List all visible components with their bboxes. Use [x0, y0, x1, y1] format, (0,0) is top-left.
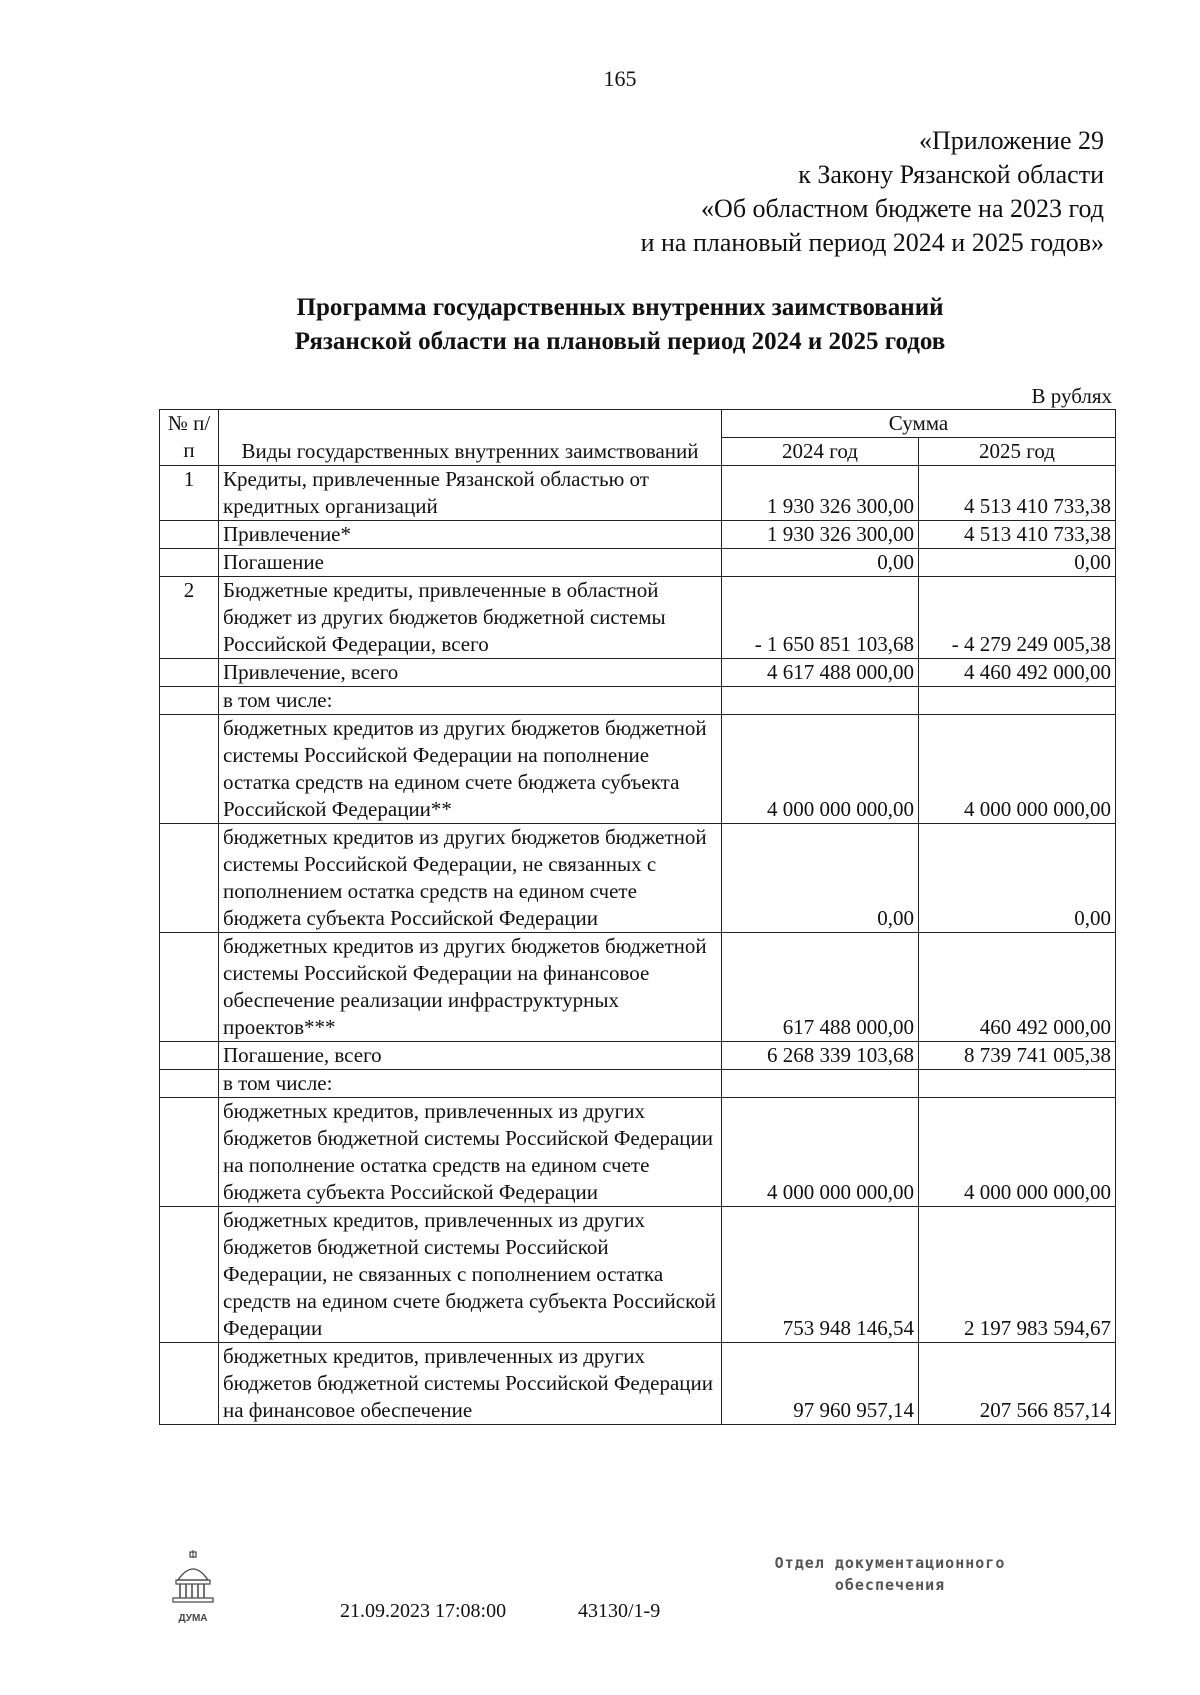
row-number [160, 1070, 219, 1098]
row-value-2025: 207 566 857,14 [919, 1343, 1116, 1425]
table-row [160, 933, 1116, 1042]
title-line: Рязанской области на плановый период 2024 и 2025 годов [294, 328, 946, 355]
header-num: № п/п [160, 410, 219, 466]
row-number [160, 659, 219, 687]
table-row [160, 1207, 1116, 1343]
row-value-2025 [919, 1070, 1116, 1098]
row-value-2025: 2 197 983 594,67 [919, 1207, 1116, 1343]
row-number [160, 715, 219, 824]
table-row [160, 1098, 1116, 1207]
row-name: Погашение, всего [219, 1042, 722, 1070]
row-number [160, 824, 219, 933]
appendix-line: «Приложение 29 [918, 126, 1104, 155]
row-value-2025 [919, 687, 1116, 715]
row-name: Кредиты, привлеченные Рязанской областью от кредитных организаций [219, 466, 722, 521]
row-value-2024: 617 488 000,00 [722, 933, 919, 1042]
row-value-2025: 460 492 000,00 [919, 933, 1116, 1042]
header-sum: Сумма [722, 410, 1116, 438]
row-value-2024 [722, 1070, 919, 1098]
row-value-2024: 753 948 146,54 [722, 1207, 919, 1343]
footer-document-code: 43130/1-9 [578, 1600, 661, 1622]
duma-emblem-icon [170, 1550, 216, 1614]
logo-text: ДУМА [178, 1613, 208, 1624]
row-value-2025: - 4 279 249 005,38 [919, 577, 1116, 659]
row-value-2025: 0,00 [919, 549, 1116, 577]
title-line: Программа государственных внутренних заимствований [296, 294, 944, 321]
row-name: бюджетных кредитов из других бюджетов бюджетной системы Российской Федерации, не связанных с пополнением остатка средств на едином счете бюджета субъекта Российской Федерации [219, 824, 722, 933]
stamp-line: обеспечения [834, 1576, 946, 1594]
row-name: Привлечение* [219, 521, 722, 549]
row-number [160, 1207, 219, 1343]
row-number [160, 1098, 219, 1207]
row-name: бюджетных кредитов, привлеченных из других бюджетов бюджетной системы Российской Федерации, не связанных с пополнением остатка средств на едином счете бюджета субъекта Российской Федерации [219, 1207, 722, 1343]
row-value-2024: 4 617 488 000,00 [722, 659, 919, 687]
row-name: Бюджетные кредиты, привлеченные в областной бюджет из других бюджетов бюджетной системы Российской Федерации, всего [219, 577, 722, 659]
row-value-2025: 4 460 492 000,00 [919, 659, 1116, 687]
table-row [160, 521, 1116, 549]
row-value-2024: 0,00 [722, 549, 919, 577]
table-row [160, 1042, 1116, 1070]
row-number [160, 549, 219, 577]
row-value-2024: 4 000 000 000,00 [722, 715, 919, 824]
row-name: Привлечение, всего [219, 659, 722, 687]
table-row [160, 1343, 1116, 1425]
table-row [160, 659, 1116, 687]
row-name: бюджетных кредитов, привлеченных из других бюджетов бюджетной системы Российской Федерации на пополнение остатка средств на едином счете бюджета субъекта Российской Федерации [219, 1098, 722, 1207]
row-number [160, 521, 219, 549]
appendix-line: и на плановый период 2024 и 2025 годов» [640, 228, 1104, 257]
footer-timestamp: 21.09.2023 17:08:00 [340, 1600, 507, 1622]
row-number: 2 [160, 577, 219, 659]
table-row [160, 577, 1116, 659]
row-value-2024 [722, 687, 919, 715]
department-stamp [740, 1552, 1040, 1596]
appendix-line: к Закону Рязанской области [798, 160, 1104, 189]
page-number: 165 [603, 66, 637, 91]
row-value-2024: 4 000 000 000,00 [722, 1098, 919, 1207]
row-value-2025: 4 000 000 000,00 [919, 715, 1116, 824]
row-value-2025: 0,00 [919, 824, 1116, 933]
row-value-2025: 4 513 410 733,38 [919, 521, 1116, 549]
row-value-2024: - 1 650 851 103,68 [722, 577, 919, 659]
header-year-2025: 2025 год [919, 438, 1116, 466]
row-value-2024: 6 268 339 103,68 [722, 1042, 919, 1070]
table-row [160, 1070, 1116, 1098]
borrowings-table [159, 409, 1116, 1425]
row-name: бюджетных кредитов из других бюджетов бюджетной системы Российской Федерации на пополнение остатка средств на едином счете бюджета субъекта Российской Федерации** [219, 715, 722, 824]
table-row [160, 715, 1116, 824]
units-label: В рублях [1031, 384, 1112, 408]
row-value-2024: 1 930 326 300,00 [722, 521, 919, 549]
table-row [160, 549, 1116, 577]
appendix-line: «Об областном бюджете на 2023 год [701, 194, 1104, 223]
row-number [160, 687, 219, 715]
row-value-2024: 97 960 957,14 [722, 1343, 919, 1425]
row-name: Погашение [219, 549, 722, 577]
row-name: бюджетных кредитов, привлеченных из других бюджетов бюджетной системы Российской Федерации на финансовое обеспечение [219, 1343, 722, 1425]
header-name: Виды государственных внутренних заимствований [219, 410, 722, 466]
row-number [160, 1042, 219, 1070]
row-number [160, 1343, 219, 1425]
row-value-2024: 0,00 [722, 824, 919, 933]
table-row [160, 687, 1116, 715]
table-row [160, 466, 1116, 521]
row-name: в том числе: [219, 1070, 722, 1098]
stamp-line: Отдел документационного [774, 1554, 1006, 1572]
row-value-2025: 4 513 410 733,38 [919, 466, 1116, 521]
header-year-2024: 2024 год [722, 438, 919, 466]
row-value-2024: 1 930 326 300,00 [722, 466, 919, 521]
row-number: 1 [160, 466, 219, 521]
row-name: в том числе: [219, 687, 722, 715]
table-row [160, 824, 1116, 933]
document-title [0, 291, 1200, 359]
row-value-2025: 4 000 000 000,00 [919, 1098, 1116, 1207]
row-number [160, 933, 219, 1042]
row-name: бюджетных кредитов из других бюджетов бюджетной системы Российской Федерации на финансовое обеспечение реализации инфраструктурных проектов*** [219, 933, 722, 1042]
row-value-2025: 8 739 741 005,38 [919, 1042, 1116, 1070]
duma-logo [170, 1550, 216, 1624]
appendix-heading [641, 124, 1104, 260]
